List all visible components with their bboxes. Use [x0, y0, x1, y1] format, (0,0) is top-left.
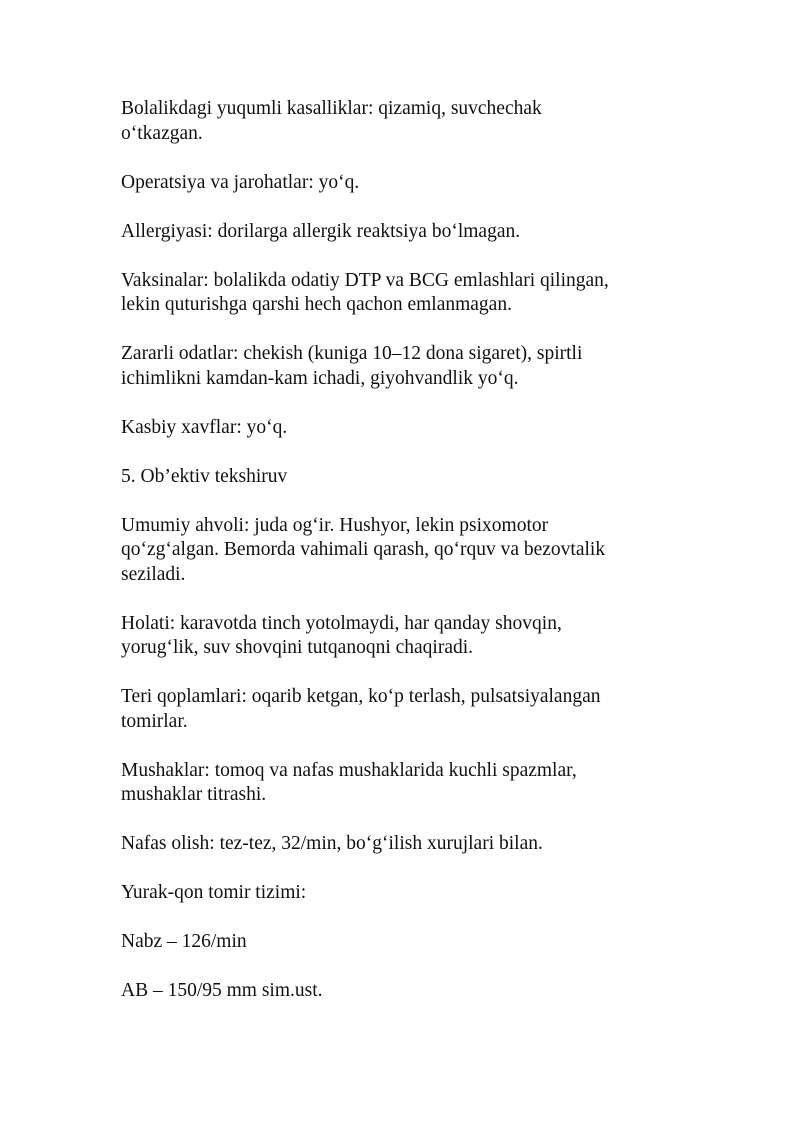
- paragraph-general-condition: Umumiy ahvoli: juda og‘ir. Hushyor, lekin psixomotor qo‘zg‘algan. Bemorda vahimali qarash, qo‘rquv va bezovtalik seziladi.: [121, 514, 606, 585]
- paragraph-muscles: Mushaklar: tomoq va nafas mushaklarida kuchli spazmlar, mushaklar titrashi.: [121, 759, 577, 805]
- paragraph-vaccinations: Vaksinalar: bolalikda odatiy DTP va BCG emlashlari qilingan, lekin quturishga qarshi hech qachon emlanmagan.: [121, 269, 609, 315]
- paragraph-pulse: Nabz – 126/min: [121, 931, 247, 952]
- paragraph-position: Holati: karavotda tinch yotolmaydi, har qanday shovqin, yorug‘lik, suv shovqini tutqanoqni chaqiradi.: [121, 612, 562, 658]
- paragraph-occupational-hazards: Kasbiy xavflar: yo‘q.: [121, 416, 288, 438]
- paragraph-allergy: Allergiyasi: dorilarga allergik reaktsiya bo‘lmagan.: [121, 220, 521, 242]
- paragraph-operations: Operatsiya va jarohatlar: yo‘q.: [121, 171, 360, 193]
- document-body: [121, 97, 681, 1028]
- paragraph-childhood-infections: Bolalikdagi yuqumli kasalliklar: qizamiq, suvchechak o‘tkazgan.: [121, 98, 542, 144]
- paragraph-cardiovascular: Yurak-qon tomir tizimi:: [121, 882, 307, 903]
- paragraph-blood-pressure: AB – 150/95 mm sim.ust.: [121, 980, 323, 1001]
- paragraph-skin: Teri qoplamlari: oqarib ketgan, ko‘p terlash, pulsatsiyalangan tomirlar.: [121, 686, 601, 732]
- section-heading-objective-exam: 5. Ob’ektiv tekshiruv: [121, 465, 288, 487]
- paragraph-harmful-habits: Zararli odatlar: chekish (kuniga 10–12 dona sigaret), spirtli ichimlikni kamdan-kam ichadi, giyohvandlik yo‘q.: [121, 343, 583, 389]
- paragraph-breathing: Nafas olish: tez-tez, 32/min, bo‘g‘ilish xurujlari bilan.: [121, 833, 543, 854]
